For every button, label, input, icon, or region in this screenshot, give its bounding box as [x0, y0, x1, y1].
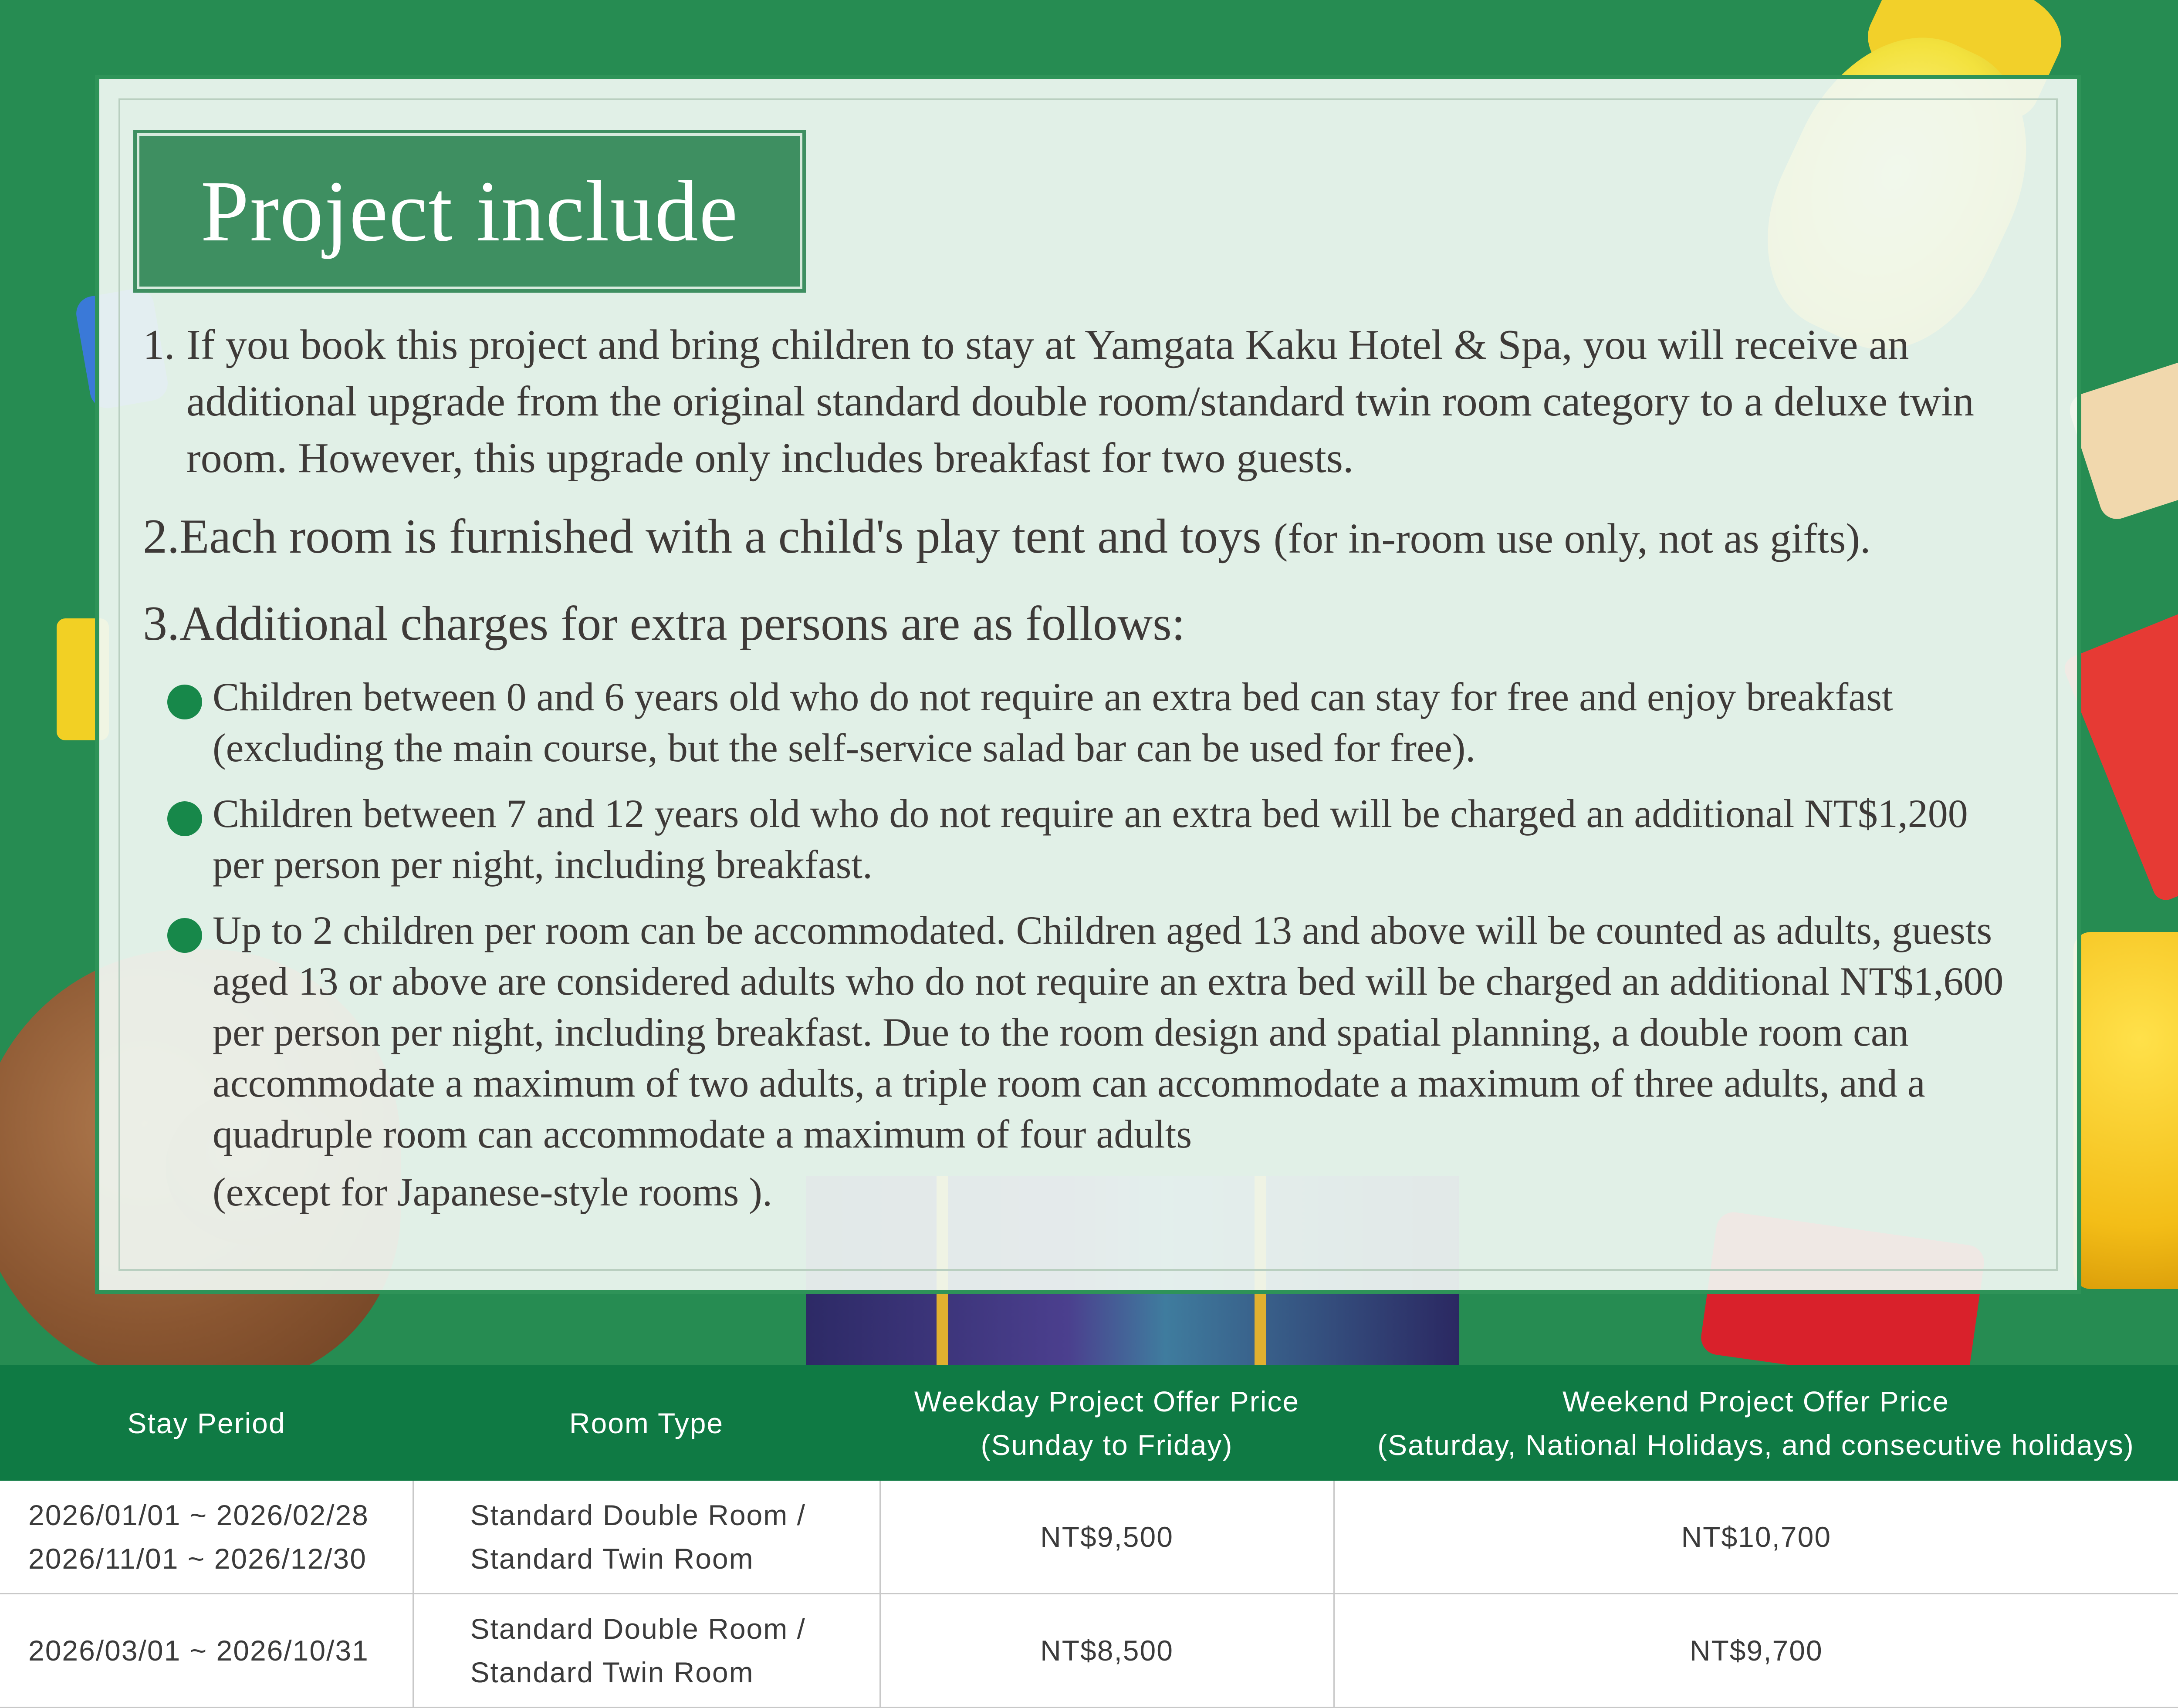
- title-banner: [143, 139, 796, 283]
- cell-weekend-price: NT$9,700: [1334, 1594, 2178, 1708]
- project-details: [143, 317, 2025, 1232]
- list-item-2: [143, 506, 2025, 569]
- cell-weekend-price: NT$10,700: [1334, 1481, 2178, 1594]
- price-table: [0, 1365, 2178, 1708]
- cell-stay-period: 2026/01/01 ~ 2026/02/28 2026/11/01 ~ 2026/12/30: [0, 1481, 413, 1594]
- table-row: [0, 1481, 2178, 1594]
- header-weekday-price: Weekday Project Offer Price (Sunday to Friday): [880, 1365, 1334, 1481]
- table-header-row: [0, 1365, 2178, 1481]
- extra-charges-list: [143, 672, 2025, 1218]
- bullet-item: [143, 788, 2025, 890]
- header-weekend-price: Weekend Project Offer Price (Saturday, National Holidays, and consecutive holidays): [1334, 1365, 2178, 1481]
- list-item-3: [143, 593, 2025, 654]
- bullet-text: Up to 2 children per room can be accommodated. Children aged 13 and above will be counted as adults, guests aged 13 or above are considered adults who do not require an extra bed will be charged an additional NT$1,600 per person per night, including breakfast. Due to the room design and spatial planning, a double room can accommodate a maximum of two adults, a triple room can accommodate a maximum of three adults, and a quadruple room can accommodate a maximum of four adults: [213, 908, 2004, 1156]
- bullet-item: [143, 672, 2025, 773]
- bullet-dot-icon: [167, 801, 202, 836]
- cell-room-type: Standard Double Room / Standard Twin Room: [413, 1594, 880, 1708]
- header-stay-period: Stay Period: [0, 1365, 413, 1481]
- cell-weekday-price: NT$9,500: [880, 1481, 1334, 1594]
- red-lego-image: [2061, 603, 2178, 904]
- bullet-dot-icon: [167, 685, 202, 719]
- page-title: Project include: [200, 163, 739, 260]
- header-room-type: Room Type: [413, 1365, 880, 1481]
- project-info-panel: [99, 79, 2077, 1290]
- item-text: If you book this project and bring children to stay at Yamgata Kaku Hotel & Spa, you will receive an additional upgrade from the original standard double room/standard twin room category to a deluxe twin room. However, this upgrade only includes breakfast for two guests.: [186, 321, 1974, 482]
- item-number: 1.: [143, 321, 175, 368]
- cell-room-type: Standard Double Room / Standard Twin Room: [413, 1481, 880, 1594]
- cell-stay-period: 2026/03/01 ~ 2026/10/31: [0, 1594, 413, 1708]
- cell-weekday-price: NT$8,500: [880, 1594, 1334, 1708]
- bullet-tail-text: (except for Japanese-style rooms ).: [213, 1170, 772, 1214]
- yellow-lego-image: [2073, 932, 2178, 1289]
- bullet-dot-icon: [167, 918, 202, 953]
- table-row: [0, 1594, 2178, 1708]
- item-text: 2.Each room is furnished with a child's play tent and toys: [143, 510, 1261, 564]
- list-item-1: [143, 317, 2025, 486]
- wooden-block-image: [2065, 356, 2178, 523]
- bullet-text: Children between 7 and 12 years old who do not require an extra bed will be charged an additional NT$1,200 per person per night, including breakfast.: [213, 791, 1968, 887]
- bullet-text: Children between 0 and 6 years old who do not require an extra bed can stay for free and enjoy breakfast (excluding the main course, but the self-service salad bar can be used for free).: [213, 675, 1893, 770]
- item-note: (for in-room use only, not as gifts).: [1273, 515, 1871, 562]
- item-text: 3.Additional charges for extra persons are as follows:: [143, 597, 1185, 651]
- bullet-item: [143, 905, 2025, 1218]
